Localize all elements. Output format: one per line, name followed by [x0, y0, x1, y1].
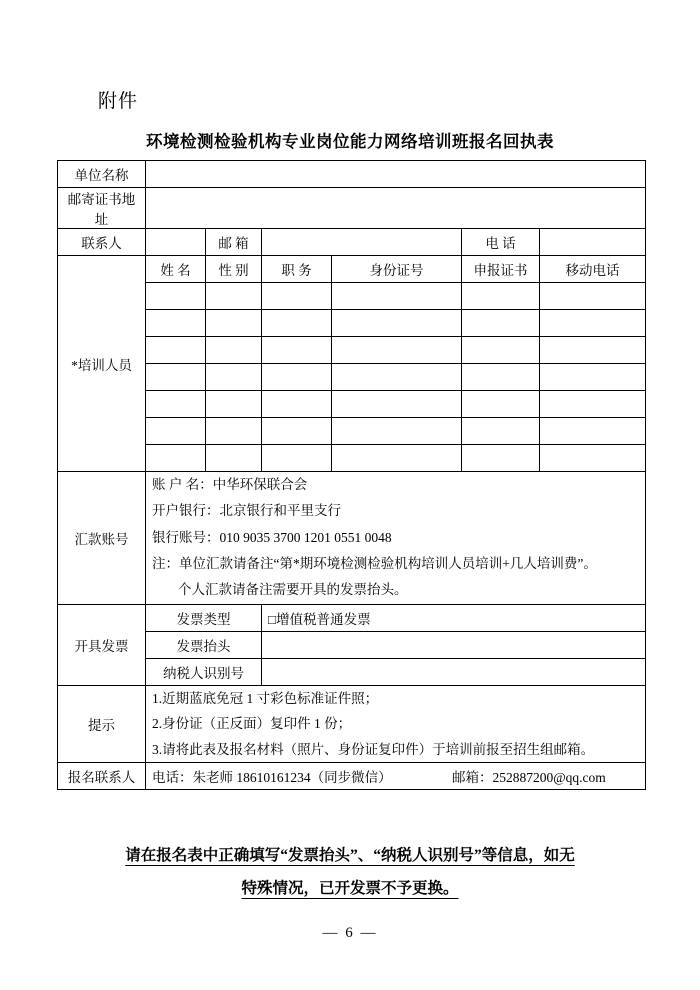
signup-contact-value — [146, 763, 646, 790]
footer-note-line-2: 特殊情况，已开发票不予更换。 — [241, 879, 459, 897]
mail-address-value[interactable] — [146, 188, 646, 229]
signup-contact-email: 邮箱：252887200@qq.com — [452, 770, 606, 786]
tips-line-2: 2.身份证（正反面）复印件 1 份； — [152, 716, 352, 732]
table-row-invoice-type — [58, 604, 646, 631]
trainee-cell-gender[interactable] — [206, 391, 262, 418]
trainee-cell-id[interactable] — [332, 337, 462, 364]
trainee-cell-position[interactable] — [262, 337, 332, 364]
trainees-label: *培训人员 — [58, 256, 146, 472]
remittance-details — [146, 472, 646, 605]
footer-note — [0, 840, 700, 905]
invoice-type-label: 发票类型 — [146, 604, 262, 631]
invoice-label: 开具发票 — [58, 604, 146, 685]
phone-value[interactable] — [540, 229, 646, 256]
invoice-title-value[interactable] — [262, 631, 646, 658]
trainee-cell-position[interactable] — [262, 445, 332, 472]
trainee-cell-mobile[interactable] — [540, 364, 646, 391]
remittance-account-number: 银行账号：010 9035 3700 1201 0551 0048 — [152, 529, 392, 545]
table-row — [58, 418, 646, 445]
table-row — [58, 310, 646, 337]
mail-address-label: 邮寄证书地址 — [58, 188, 146, 229]
trainee-cell-name[interactable] — [146, 337, 206, 364]
tips-label: 提示 — [58, 685, 146, 763]
table-row-contact — [58, 229, 646, 256]
email-label: 邮 箱 — [206, 229, 262, 256]
table-row — [58, 337, 646, 364]
trainee-cell-certificate[interactable] — [462, 391, 540, 418]
table-row-taxpayer-id — [58, 658, 646, 685]
trainee-cell-gender[interactable] — [206, 337, 262, 364]
taxpayer-id-label: 纳税人识别号 — [146, 658, 262, 685]
table-row — [58, 445, 646, 472]
trainee-cell-position[interactable] — [262, 418, 332, 445]
trainee-cell-id[interactable] — [332, 364, 462, 391]
registration-form-table — [57, 160, 646, 790]
remittance-note-personal: 个人汇款请备注需要开具的发票抬头。 — [178, 582, 408, 598]
trainee-cell-name[interactable] — [146, 418, 206, 445]
trainee-cell-name[interactable] — [146, 310, 206, 337]
trainee-cell-id[interactable] — [332, 310, 462, 337]
trainee-cell-gender[interactable] — [206, 310, 262, 337]
taxpayer-id-value[interactable] — [262, 658, 646, 685]
trainee-cell-name[interactable] — [146, 445, 206, 472]
table-row-remittance — [58, 472, 646, 605]
contact-label: 联系人 — [58, 229, 146, 256]
remittance-account-name: 账 户 名：中华环保联合会 — [152, 477, 308, 492]
remittance-label: 汇款账号 — [58, 472, 146, 605]
trainee-cell-name[interactable] — [146, 364, 206, 391]
email-value[interactable] — [262, 229, 462, 256]
trainee-cell-name[interactable] — [146, 391, 206, 418]
trainee-cell-gender[interactable] — [206, 364, 262, 391]
table-row-unit-name — [58, 161, 646, 188]
trainee-col-mobile: 移动电话 — [540, 256, 646, 283]
trainee-cell-id[interactable] — [332, 445, 462, 472]
trainee-col-id: 身份证号 — [332, 256, 462, 283]
tips-content — [146, 685, 646, 763]
trainee-cell-id[interactable] — [332, 391, 462, 418]
trainee-cell-id[interactable] — [332, 418, 462, 445]
trainee-cell-mobile[interactable] — [540, 337, 646, 364]
attachment-label: 附件 — [98, 91, 139, 112]
invoice-type-value[interactable]: □增值税普通发票 — [262, 604, 646, 631]
trainee-cell-certificate[interactable] — [462, 283, 540, 310]
trainee-cell-mobile[interactable] — [540, 310, 646, 337]
trainee-col-certificate: 申报证书 — [462, 256, 540, 283]
table-row — [58, 364, 646, 391]
trainee-cell-certificate[interactable] — [462, 310, 540, 337]
trainee-cell-id[interactable] — [332, 283, 462, 310]
signup-contact-phone: 电话：朱老师 18610161234（同步微信） — [152, 770, 392, 786]
trainee-cell-certificate[interactable] — [462, 337, 540, 364]
tips-line-1: 1.近期蓝底免冠 1 寸彩色标准证件照； — [152, 690, 379, 706]
invoice-title-label: 发票抬头 — [146, 631, 262, 658]
trainee-cell-certificate[interactable] — [462, 445, 540, 472]
trainee-cell-mobile[interactable] — [540, 445, 646, 472]
trainee-cell-gender[interactable] — [206, 283, 262, 310]
remittance-note-unit: 注：单位汇款请备注“第*期环境检测检验机构培训人员培训+几人培训费”。 — [152, 555, 597, 571]
table-row — [58, 283, 646, 310]
trainee-cell-gender[interactable] — [206, 418, 262, 445]
trainee-cell-gender[interactable] — [206, 445, 262, 472]
table-row — [58, 391, 646, 418]
phone-label: 电 话 — [462, 229, 540, 256]
unit-name-label: 单位名称 — [58, 161, 146, 188]
table-row-trainee-header — [58, 256, 646, 283]
trainee-cell-position[interactable] — [262, 364, 332, 391]
trainee-cell-position[interactable] — [262, 391, 332, 418]
trainee-cell-name[interactable] — [146, 283, 206, 310]
trainee-col-gender: 性 别 — [206, 256, 262, 283]
trainee-cell-position[interactable] — [262, 310, 332, 337]
tips-line-3: 3.请将此表及报名材料（照片、身份证复印件）于培训前报至招生组邮箱。 — [152, 741, 595, 757]
trainee-cell-position[interactable] — [262, 283, 332, 310]
trainee-col-position: 职 务 — [262, 256, 332, 283]
contact-value[interactable] — [146, 229, 206, 256]
trainee-col-name: 姓 名 — [146, 256, 206, 283]
signup-contact-label: 报名联系人 — [58, 763, 146, 790]
page-number: — 6 — — [322, 925, 378, 941]
trainee-cell-mobile[interactable] — [540, 283, 646, 310]
unit-name-value[interactable] — [146, 161, 646, 188]
table-row-signup-contact — [58, 763, 646, 790]
table-row-tips — [58, 685, 646, 763]
footer-note-line-1: 请在报名表中正确填写“发票抬头”、“纳税人识别号”等信息，如无 — [125, 847, 575, 864]
trainee-cell-mobile[interactable] — [540, 391, 646, 418]
remittance-bank: 开户银行：北京银行和平里支行 — [152, 503, 341, 519]
table-row-mail-address — [58, 188, 646, 229]
trainee-cell-certificate[interactable] — [462, 418, 540, 445]
trainee-cell-mobile[interactable] — [540, 418, 646, 445]
trainee-cell-certificate[interactable] — [462, 364, 540, 391]
table-row-invoice-title — [58, 631, 646, 658]
page-title: 环境检测检验机构专业岗位能力网络培训班报名回执表 — [146, 132, 554, 151]
